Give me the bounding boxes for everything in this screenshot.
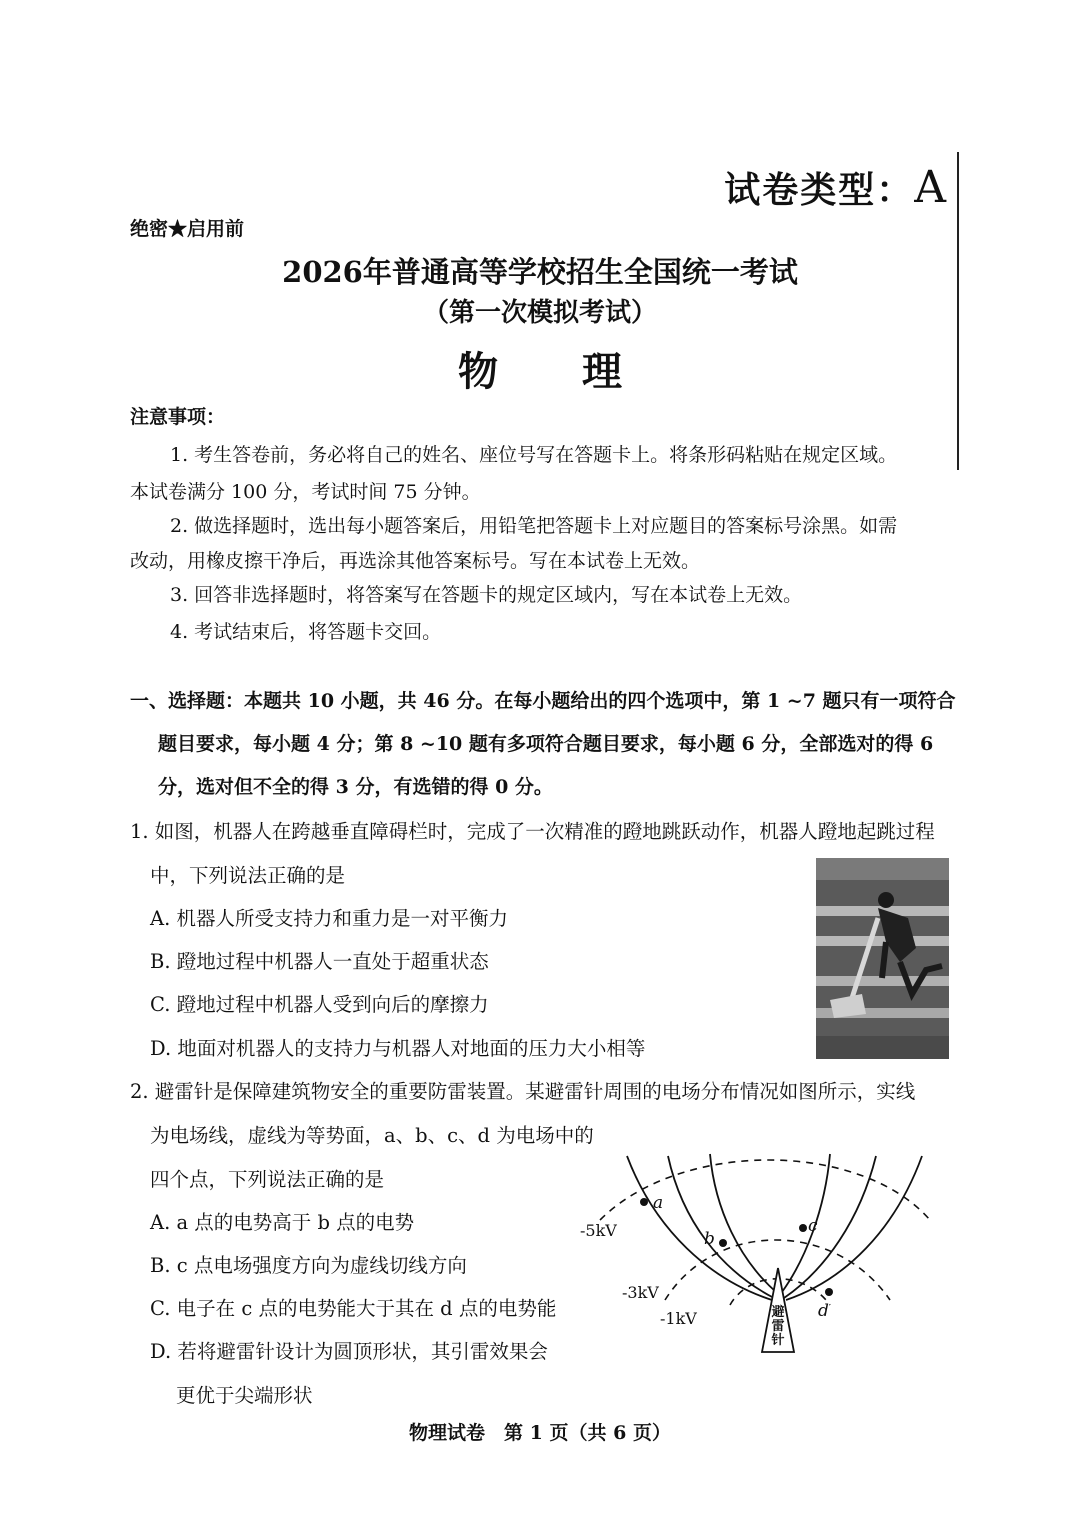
notice-line: 改动，用橡皮擦干净后，再选涂其他答案标号。写在本试卷上无效。	[130, 550, 701, 572]
q1-stem: 1. 如图，机器人在跨越垂直障碍栏时，完成了一次精准的蹬地跳跃动作，机器人蹬地起跳过程	[130, 820, 935, 843]
section-instruction: 一、选择题：本题共 10 小题，共 46 分。在每小题给出的四个选项中，第 1 ~7 题只有一项符合	[130, 690, 956, 712]
paper-type-value: A	[914, 162, 948, 213]
q2-option-a: A. a 点的电势高于 b 点的电势	[150, 1211, 415, 1234]
secret-label: 绝密★启用前	[130, 218, 245, 240]
paper-type-label: 试卷类型：	[724, 169, 915, 211]
q1-stem: 中，下列说法正确的是	[150, 864, 346, 887]
q1-option-b: B. 蹬地过程中机器人一直处于超重状态	[150, 950, 489, 973]
robot-photo	[816, 858, 949, 1059]
field-line	[627, 1156, 772, 1300]
rod-label: 针	[771, 1333, 785, 1348]
rod-label: 雷	[771, 1319, 785, 1334]
q2-option-c: C. 电子在 c 点的电势能大于其在 d 点的电势能	[150, 1297, 557, 1320]
notice-line: 1. 考生答卷前，务必将自己的姓名、座位号写在答题卡上。将条形码粘贴在规定区域。	[170, 444, 898, 466]
field-line	[710, 1154, 776, 1292]
notice-heading: 注意事项：	[130, 406, 226, 428]
point-d-label: d	[818, 1301, 829, 1321]
exam-title: 2026年普通高等学校招生全国统一考试	[282, 255, 798, 289]
notice-line: 2. 做选择题时，选出每小题答案后，用铅笔把答题卡上对应题目的答案标号涂黑。如需	[170, 515, 898, 537]
subject-title: 物理	[458, 348, 706, 395]
q2-stem: 四个点，下列说法正确的是	[150, 1168, 385, 1191]
q2-option-b: B. c 点电场强度方向为虚线切线方向	[150, 1254, 467, 1277]
potential-label-3kv: -3kV	[622, 1283, 659, 1302]
q2-stem: 2. 避雷针是保障建筑物安全的重要防雷装置。某避雷针周围的电场分布情况如图所示，实线	[130, 1080, 916, 1103]
field-line	[782, 1154, 830, 1292]
page-footer: 物理试卷 第 1 页（共 6 页）	[409, 1422, 671, 1444]
potential-label-1kv: -1kV	[660, 1309, 697, 1328]
section-instruction: 题目要求，每小题 4 分；第 8 ~10 题有多项符合题目要求，每小题 6 分，全部选对的得 6	[158, 733, 934, 755]
equipotential-5kv	[600, 1160, 930, 1220]
q2-stem: 为电场线，虚线为等势面，a、b、c、d 为电场中的	[150, 1124, 594, 1147]
field-line	[784, 1156, 876, 1298]
point-c-dot	[799, 1224, 807, 1232]
point-b-dot	[719, 1239, 727, 1247]
q1-option-a: A. 机器人所受支持力和重力是一对平衡力	[150, 907, 508, 930]
notice-line: 4. 考试结束后，将答题卡交回。	[170, 621, 442, 643]
q1-option-c: C. 蹬地过程中机器人受到向后的摩擦力	[150, 993, 489, 1016]
section-instruction: 分，选对但不全的得 3 分，有选错的得 0 分。	[158, 776, 553, 798]
point-a-dot	[640, 1198, 648, 1206]
q2-option-d-cont: 更优于尖端形状	[176, 1384, 313, 1407]
paper-type	[724, 162, 948, 213]
rod-label: 避	[771, 1305, 785, 1320]
point-d-dot	[825, 1288, 833, 1296]
q1-option-d: D. 地面对机器人的支持力与机器人对地面的压力大小相等	[150, 1037, 646, 1060]
point-b-label: b	[704, 1229, 715, 1249]
lightning-rod-diagram	[560, 1130, 960, 1360]
potential-label-5kv: -5kV	[580, 1221, 617, 1240]
q2-option-d: D. 若将避雷针设计为圆顶形状，其引雷效果会	[150, 1340, 548, 1363]
exam-subtitle: （第一次模拟考试）	[422, 298, 657, 328]
point-c-label: c	[808, 1216, 818, 1236]
notice-line: 本试卷满分 100 分，考试时间 75 分钟。	[130, 481, 481, 503]
point-a-label: a	[653, 1193, 664, 1213]
notice-line: 3. 回答非选择题时，将答案写在答题卡的规定区域内，写在本试卷上无效。	[170, 584, 803, 606]
